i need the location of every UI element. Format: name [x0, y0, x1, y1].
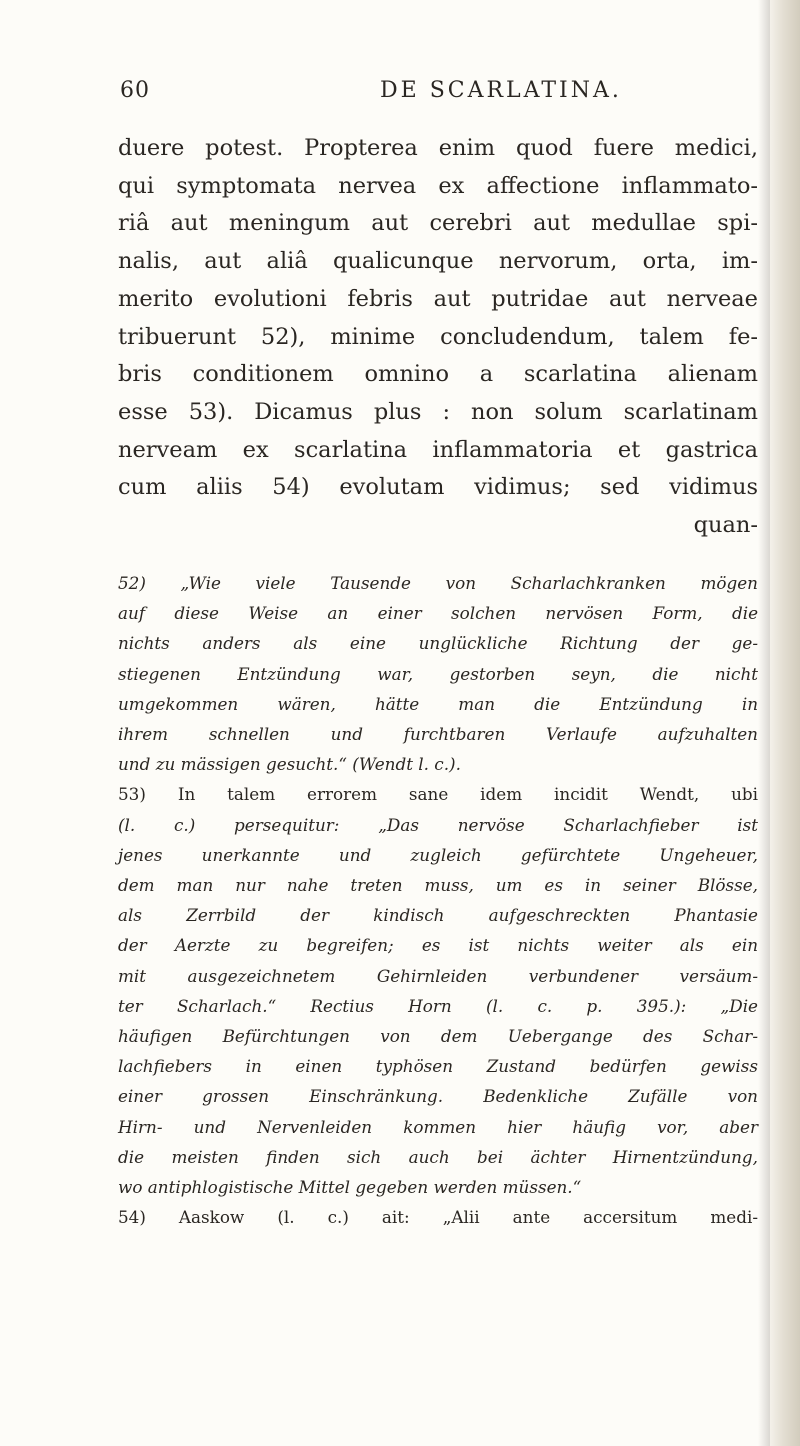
page-number: 60 — [120, 78, 150, 103]
footnote-line: mit ausgezeichnetem Gehirnleiden verbundener versäum- — [118, 965, 758, 986]
footnote-line: und zu mässigen gesucht.“ (Wendt l. c.). — [118, 754, 461, 775]
footnote-53 — [118, 779, 758, 1202]
footnotes — [118, 568, 758, 1232]
binding-edge — [770, 0, 800, 1446]
gutter-shadow — [758, 0, 770, 1446]
footnote-54 — [118, 1202, 758, 1232]
footnote-line: 53) In talem errorem sane idem incidit Wendt, ubi — [118, 784, 758, 805]
running-title: DE SCARLATINA. — [380, 78, 622, 103]
text-line: cum aliis 54) evolutam vidimus; sed vidimus — [118, 474, 758, 501]
text-line: merito evolutioni febris aut putridae aut nerveae — [118, 285, 758, 312]
footnote-line: 54) Aaskow (l. c.) ait: „Alii ante accersitum medi- — [118, 1207, 758, 1228]
footnote-line: wo antiphlogistische Mittel gegeben werden müssen.“ — [118, 1177, 582, 1198]
footnote-line: ter Scharlach.“ Rectius Horn (l. c. p. 395.): „Die — [118, 995, 758, 1016]
footnote-line: der Aerzte zu begreifen; es ist nichts weiter als ein — [118, 935, 758, 956]
footnote-line: 52) „Wie viele Tausende von Scharlachkranken mögen — [118, 573, 758, 593]
footnote-line: einer grossen Einschränkung. Bedenkliche Zufälle von — [118, 1086, 758, 1107]
footnote-line: jenes unerkannte und zugleich gefürchtete Ungeheuer, — [118, 844, 758, 865]
text-line: tribuerunt 52), minime concludendum, talem fe- — [118, 323, 758, 350]
footnote-line: stiegenen Entzündung war, gestorben seyn, die nicht — [118, 663, 758, 684]
text-line: nalis, aut aliâ qualicunque nervorum, orta, im- — [118, 248, 758, 275]
footnote-line: häufigen Befürchtungen von dem Uebergange des Schar- — [118, 1026, 758, 1047]
footnote-line: dem man nur nahe treten muss, um es in seiner Blösse, — [118, 875, 758, 896]
text-line: qui symptomata nervea ex affectione inflammato- — [118, 172, 758, 199]
footnote-52 — [118, 568, 758, 779]
footnote-line: als Zerrbild der kindisch aufgeschreckten Phantasie — [118, 905, 758, 926]
running-head — [120, 78, 760, 110]
footnote-line: Hirn- und Nervenleiden kommen hier häufig vor, aber — [118, 1116, 758, 1137]
text-line: esse 53). Dicamus plus : non solum scarlatinam — [118, 398, 758, 425]
footnote-line: (l. c.) persequitur: „Das nervöse Scharlachfieber ist — [118, 814, 758, 835]
footnote-line: umgekommen wären, hätte man die Entzündung in — [118, 693, 758, 714]
text-line: bris conditionem omnino a scarlatina alienam — [118, 361, 758, 388]
footnote-line: die meisten finden sich auch bei ächter Hirnentzündung, — [118, 1146, 758, 1167]
main-text — [118, 130, 758, 545]
catchword: quan- — [693, 512, 758, 539]
footnote-line: lachfiebers in einen typhösen Zustand bedürfen gewiss — [118, 1056, 758, 1077]
footnote-line: auf diese Weise an einer solchen nervösen Form, die — [118, 603, 758, 624]
footnote-line: nichts anders als eine unglückliche Richtung der ge- — [118, 633, 758, 654]
text-line: riâ aut meningum aut cerebri aut medullae spi- — [118, 210, 758, 237]
text-line: duere potest. Propterea enim quod fuere medici, — [118, 135, 758, 161]
text-line: nerveam ex scarlatina inflammatoria et gastrica — [118, 436, 758, 463]
footnote-line: ihrem schnellen und furchtbaren Verlaufe aufzuhalten — [118, 724, 758, 745]
